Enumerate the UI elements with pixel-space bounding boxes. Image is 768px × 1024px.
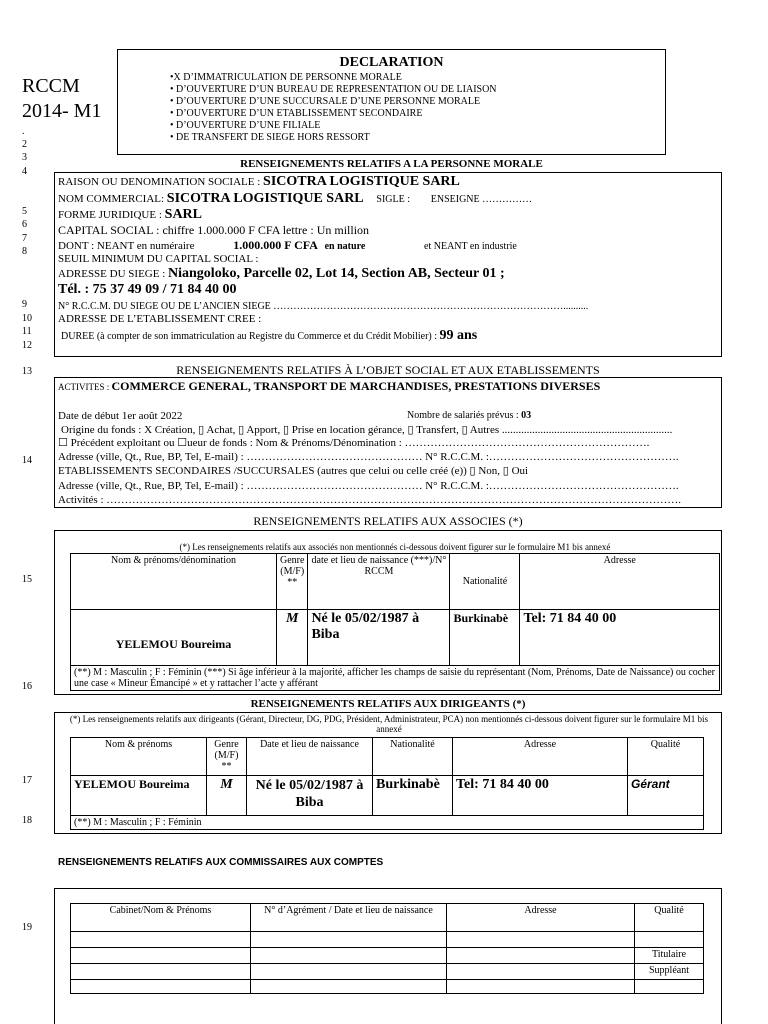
line-number: 14: [22, 455, 32, 466]
qualite-cell: [635, 932, 704, 948]
declaration-item: • D’OUVERTURE D’UN BUREAU DE REPRESENTATION OU DE LIAISON: [170, 84, 497, 95]
table-row: [71, 932, 704, 948]
col-header-adresse: Adresse: [453, 738, 628, 776]
declaration-item: •X D’IMMATRICULATION DE PERSONNE MORALE: [170, 72, 402, 83]
table-row: [71, 980, 704, 994]
section-heading-personne-morale: RENSEIGNEMENTS RELATIFS A LA PERSONNE MORALE: [240, 158, 543, 170]
dirigeants-note: (*) Les renseignements relatifs aux dirigeants (Gérant, Directeur, DG, PDG, Président, Administrateur, PCA) non mentionnés ci-dessous doivent figurer sur le formulaire M1 bis annexé: [69, 714, 709, 734]
adresse-siege-row: [58, 267, 505, 281]
dont-industrie: et NEANT en industrie: [424, 241, 517, 252]
salaries-value: 03: [521, 410, 532, 421]
seuil-minimum: SEUIL MINIMUM DU CAPITAL SOCIAL :: [58, 253, 259, 265]
declaration-item: • D’OUVERTURE D’UNE FILIALE: [170, 120, 321, 131]
line-number: 17: [22, 775, 32, 786]
activites-row: [58, 380, 600, 394]
forme-juridique-row: [58, 208, 202, 222]
line-number: 8: [22, 246, 27, 257]
declaration-title: DECLARATION: [339, 55, 444, 70]
line-number: 16: [22, 681, 32, 692]
dirigeants-table: [70, 737, 704, 830]
line-number: 5: [22, 206, 27, 217]
raison-sociale-row: [58, 175, 460, 189]
forme-label: FORME JURIDIQUE :: [58, 209, 165, 221]
col-header-naissance: date et lieu de naissance (***)/N° RCCM: [308, 554, 450, 610]
associes-table: [70, 553, 720, 691]
col-header-nationalite: Nationalité: [373, 738, 453, 776]
associe-naissance: Né le 05/02/1987 à Biba: [308, 610, 450, 666]
col-header-nationalite: Nationalité: [450, 554, 520, 610]
associe-adresse: Tel: 71 84 40 00: [520, 610, 720, 666]
col-header-agrement: N° d’Agrément / Date et lieu de naissance: [251, 904, 447, 932]
col-header-qualite: Qualité: [628, 738, 704, 776]
dirigeant-nationalite: Burkinabè: [373, 776, 453, 816]
dot-mark: .: [22, 126, 25, 137]
line-number: 3: [22, 152, 27, 163]
col-header-adresse: Adresse: [447, 904, 635, 932]
dont-nature: en nature: [324, 241, 366, 252]
line-number: 6: [22, 219, 27, 230]
table-row: [71, 948, 704, 964]
col-header-nom: Nom & prénoms/dénomination: [71, 554, 277, 610]
col-header-qualite: Qualité: [635, 904, 704, 932]
telephone: Tél. : 75 37 49 09 / 71 84 40 00: [58, 282, 237, 297]
qualite-titulaire: Titulaire: [635, 948, 704, 964]
nom-label: NOM COMMERCIAL:: [58, 193, 167, 205]
dont-value: 1.000.000 F CFA: [233, 238, 318, 252]
nom-commercial-row: [58, 192, 532, 206]
adresse-precedent: Adresse (ville, Qt., Rue, BP, Tel, E-mail) : ………………………………………… N° R.C.C.M. :…………………………………………….: [58, 451, 679, 463]
commissaires-table: [70, 903, 704, 994]
col-header-nom: Nom & prénoms: [71, 738, 207, 776]
adresse-siege-label: ADRESSE DU SIEGE :: [58, 268, 169, 280]
duree-value: 99 ans: [439, 328, 478, 343]
line-number: 12: [22, 340, 32, 351]
origine-fonds: Origine du fonds : X Création, ▯ Achat, ▯ Apport, ▯ Prise en location gérance, ▯ Transfert, ▯ Autres ..............................................................: [61, 424, 673, 436]
dirigeant-qualite: Gérant: [628, 776, 704, 816]
dirigeant-nom: YELEMOU Boureima: [71, 776, 207, 816]
dirigeants-footnote: (**) M : Masculin ; F : Féminin: [71, 816, 704, 830]
declaration-item: • DE TRANSFERT DE SIEGE HORS RESSORT: [170, 132, 370, 143]
dirigeant-genre: M: [207, 776, 247, 816]
nom-value: SICOTRA LOGISTIQUE SARL: [166, 191, 364, 206]
duree-row: [61, 329, 477, 343]
declaration-box: [117, 49, 666, 155]
section-heading-associes: RENSEIGNEMENTS RELATIFS AUX ASSOCIES (*): [253, 514, 523, 528]
adresse-etablissement: ADRESSE DE L’ETABLISSEMENT CREE :: [58, 313, 262, 325]
col-header-naissance: Date et lieu de naissance: [247, 738, 373, 776]
etablissements-secondaires: ETABLISSEMENTS SECONDAIRES /SUCCURSALES (autres que celui ou celle créé (e)) ▯ Non, ▯ Oui: [58, 465, 529, 477]
qualite-suppleant: Suppléant: [635, 964, 704, 980]
declaration-item: • D’OUVERTURE D’UN ETABLISSEMENT SECONDAIRE: [170, 108, 423, 119]
adresse-siege-value: Niangoloko, Parcelle 02, Lot 14, Section AB, Secteur 01 ;: [168, 266, 505, 281]
line-number: 19: [22, 922, 32, 933]
associe-nom: YELEMOU Boureima: [71, 610, 277, 666]
section-heading-dirigeants: RENSEIGNEMENTS RELATIFS AUX DIRIGEANTS (*): [250, 698, 526, 710]
section-heading-objet-social: RENSEIGNEMENTS RELATIFS À L’OBJET SOCIAL ET AUX ETABLISSEMENTS: [176, 363, 600, 377]
line-number: 9: [22, 299, 27, 310]
raison-value: SICOTRA LOGISTIQUE SARL: [263, 174, 460, 189]
dirigeant-adresse: Tel: 71 84 40 00: [453, 776, 628, 816]
line-number: 10: [22, 313, 32, 324]
dont-row: [58, 239, 517, 253]
enseigne-label: ENSEIGNE ……………: [430, 194, 533, 205]
forme-value: SARL: [164, 207, 203, 222]
col-header-genre: Genre (M/F) **: [207, 738, 247, 776]
associes-footnote: (**) M : Masculin ; F : Féminin (***) Si âge inférieur à la majorité, afficher les champs de saisie du représentant (Nom, Prénoms, Date de Naissance) ou cocher une case « Mineur Émancipé » et y rattacher l’acte y afférant: [71, 666, 720, 691]
adresse-etablissement-secondaire: Adresse (ville, Qt., Rue, BP, Tel, E-mail) : ………………………………………… N° R.C.C.M. :…………………………………………….: [58, 480, 679, 492]
activites-value: COMMERCE GENERAL, TRANSPORT DE MARCHANDISES, PRESTATIONS DIVERSES: [111, 379, 601, 393]
table-row: [71, 776, 704, 816]
raison-label: RAISON OU DENOMINATION SOCIALE :: [58, 176, 264, 188]
associe-nationalite: Burkinabè: [450, 610, 520, 666]
rccm-label: RCCM 2014- M1: [22, 75, 102, 122]
table-row: [71, 964, 704, 980]
section-heading-commissaires: RENSEIGNEMENTS RELATIFS AUX COMMISSAIRES AUX COMPTES: [58, 857, 384, 868]
col-header-genre: Genre (M/F) **: [277, 554, 308, 610]
activites-label: ACTIVITES :: [58, 382, 112, 392]
col-header-adresse: Adresse: [520, 554, 720, 610]
table-row: [71, 610, 720, 666]
activites-secondaires: Activités : ………………………………………………………………………………………………………………………………………….: [58, 494, 682, 506]
associe-genre: M: [277, 610, 308, 666]
date-debut: Date de début 1er août 2022: [58, 410, 183, 422]
declaration-list: [170, 72, 497, 144]
duree-label: DUREE (à compter de son immatriculation au Registre du Commerce et du Crédit Mobilier) :: [61, 331, 440, 342]
line-number: 18: [22, 815, 32, 826]
salaries-row: [407, 410, 531, 422]
line-number: 11: [22, 326, 32, 337]
line-number: 7: [22, 233, 27, 244]
sigle-label: SIGLE :: [376, 194, 410, 205]
rccm-siege: N° R.C.C.M. DU SIEGE OU DE L’ANCIEN SIEGE ……………………………………………………………………………..........: [58, 301, 589, 312]
declaration-item: • D’OUVERTURE D’UNE SUCCURSALE D’UNE PERSONNE MORALE: [170, 96, 481, 107]
dirigeant-naissance: Né le 05/02/1987 à Biba: [247, 776, 373, 816]
salaries-label: Nombre de salariés prévus :: [407, 410, 522, 421]
line-number: 4: [22, 166, 27, 177]
precedent-exploitant: ☐ Précédent exploitant ou ☐ueur de fonds : Nom & Prénoms/Dénomination : ………………………………………………………….: [58, 437, 650, 449]
col-header-cabinet: Cabinet/Nom & Prénoms: [71, 904, 251, 932]
line-number: 15: [22, 574, 32, 585]
capital-social: CAPITAL SOCIAL : chiffre 1.000.000 F CFA lettre : Un million: [58, 223, 370, 237]
dont-label: DONT : NEANT en numéraire: [58, 240, 195, 252]
associes-note: (*) Les renseignements relatifs aux associés non mentionnés ci-dessous doivent figurer sur le formulaire M1 bis annexé: [179, 542, 611, 552]
line-number: 13: [22, 366, 32, 377]
line-number: 2: [22, 139, 27, 150]
